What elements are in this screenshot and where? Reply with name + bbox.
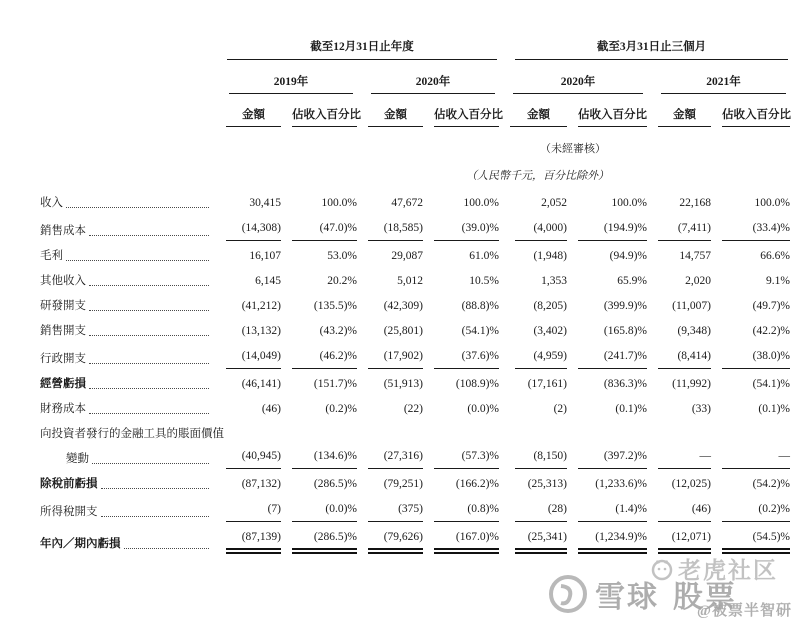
cell-value: (42,309) xyxy=(383,300,423,312)
cell-value: 22,168 xyxy=(679,197,711,209)
cell-value: 1,353 xyxy=(541,275,567,287)
col-pct-4: 佔收入百分比 xyxy=(711,94,790,127)
col-pct-3: 佔收入百分比 xyxy=(567,94,647,127)
cell-value: (397.2)% xyxy=(567,441,647,469)
cell-value: 14,757 xyxy=(679,250,711,262)
unaudited-note-row xyxy=(40,127,790,156)
cell-value: (11,992) xyxy=(672,378,711,390)
cell-value: (87,139) xyxy=(215,522,281,554)
row-label: 行政開支 xyxy=(40,341,215,369)
currency-note: （人民幣千元，百分比除外） xyxy=(466,170,609,182)
cell-value: (11,007) xyxy=(672,300,711,312)
cell-value: 66.6% xyxy=(760,250,790,262)
cell-value: (39.0)% xyxy=(423,213,499,241)
cell-value: (25,313) xyxy=(527,478,567,490)
cell-value: (14,049) xyxy=(215,341,281,369)
watermark-xueqiu-text: 雪球 xyxy=(595,581,659,614)
col-amount-3: 金額 xyxy=(499,94,567,127)
table-row xyxy=(40,369,790,394)
cell-value: (1,948) xyxy=(533,250,567,262)
cell-value: (2) xyxy=(553,403,567,415)
table-row xyxy=(40,469,790,494)
cell-value: 6,145 xyxy=(255,275,281,287)
row-label: 銷售成本 xyxy=(40,213,215,241)
cell-value: (286.5)% xyxy=(313,478,357,490)
cell-value: (57.3)% xyxy=(423,441,499,469)
cell-value: (42.2)% xyxy=(752,325,790,337)
cell-value: (0.1)% xyxy=(758,403,790,415)
cell-value: 100.0% xyxy=(321,197,357,209)
cell-value: (54.5)% xyxy=(711,522,790,554)
table-row xyxy=(40,341,790,369)
header-spacer xyxy=(40,94,215,127)
cell-value xyxy=(357,419,423,441)
watermark-tiger xyxy=(650,552,778,585)
period-group-annual xyxy=(215,38,499,60)
cell-value: 2,052 xyxy=(541,197,567,209)
cell-value: 20.2% xyxy=(327,275,357,287)
cell-value: (51,913) xyxy=(383,378,423,390)
watermark-user-handle: @被票半智研 xyxy=(697,603,792,619)
cell-value: (46) xyxy=(261,403,281,415)
cell-value: (166.2)% xyxy=(455,478,499,490)
watermark-xueqiu xyxy=(548,572,737,616)
row-label: 所得稅開支 xyxy=(40,494,215,522)
col-pct-2: 佔收入百分比 xyxy=(423,94,499,127)
cell-value xyxy=(647,419,711,441)
cell-value xyxy=(423,419,499,441)
watermark-tiger-text: 老虎社区 xyxy=(678,558,778,583)
cell-value: (194.9)% xyxy=(567,213,647,241)
cell-value: (7,411) xyxy=(647,213,711,241)
table-row xyxy=(40,183,790,213)
cell-value: (79,251) xyxy=(383,478,423,490)
period-group-row xyxy=(40,38,790,60)
cell-value: 100.0% xyxy=(754,197,790,209)
header-spacer xyxy=(40,60,215,94)
cell-value xyxy=(215,419,281,441)
cell-value: (43.2)% xyxy=(319,325,357,337)
cell-value: 61.0% xyxy=(469,250,499,262)
cell-value: (8,205) xyxy=(533,300,567,312)
row-label: 經營虧損 xyxy=(40,369,215,394)
tiger-logo-icon xyxy=(650,557,674,581)
period-group-annual-label: 截至12月31日止年度 xyxy=(227,38,497,60)
xueqiu-logo-icon xyxy=(548,574,588,614)
cell-value: (135.5)% xyxy=(313,300,357,312)
cell-value xyxy=(499,419,567,441)
cell-value: (375) xyxy=(357,494,423,522)
table-row xyxy=(40,241,790,266)
cell-value: 53.0% xyxy=(327,250,357,262)
table-row xyxy=(40,266,790,291)
currency-note-row xyxy=(40,156,790,183)
cell-value: (108.9)% xyxy=(455,378,499,390)
cell-value: (7) xyxy=(215,494,281,522)
cell-value: (17,902) xyxy=(357,341,423,369)
cell-value: (94.9)% xyxy=(609,250,647,262)
header-spacer xyxy=(40,38,215,60)
cell-value: (33.4)% xyxy=(711,213,790,241)
cell-value: (8,150) xyxy=(499,441,567,469)
cell-value: 100.0% xyxy=(611,197,647,209)
cell-value: 16,107 xyxy=(249,250,281,262)
table-row xyxy=(40,441,790,469)
cell-value: (18,585) xyxy=(357,213,423,241)
row-label: 除稅前虧損 xyxy=(40,469,215,494)
cell-value: (25,341) xyxy=(499,522,567,554)
cell-value: (0.0)% xyxy=(467,403,499,415)
year-row xyxy=(40,60,790,94)
cell-value: 100.0% xyxy=(463,197,499,209)
cell-value: (14,308) xyxy=(215,213,281,241)
subheader-row xyxy=(40,94,790,127)
row-label: 其他收入 xyxy=(40,266,215,291)
table-row xyxy=(40,213,790,241)
unaudited-note: （未經審核） xyxy=(540,143,606,155)
cell-value: (4,959) xyxy=(499,341,567,369)
cell-value: (28) xyxy=(499,494,567,522)
cell-value xyxy=(281,419,357,441)
row-label: 向投資者發行的金融工具的賬面價值 xyxy=(40,428,224,440)
cell-value: (88.8)% xyxy=(461,300,499,312)
cell-value: 47,672 xyxy=(391,197,423,209)
table-body xyxy=(40,183,790,554)
table-row xyxy=(40,522,790,554)
cell-value: (27,316) xyxy=(357,441,423,469)
cell-value: (54.1)% xyxy=(461,325,499,337)
row-label: 年內／期內虧損 xyxy=(40,522,215,554)
period-group-quarter-label: 截至3月31日止三個月 xyxy=(515,38,788,60)
cell-value: (46) xyxy=(647,494,711,522)
cell-value xyxy=(567,419,647,441)
cell-value: 10.5% xyxy=(469,275,499,287)
cell-value: (25,801) xyxy=(383,325,423,337)
year-2020: 2020年 xyxy=(357,60,499,94)
cell-value: (399.9)% xyxy=(603,300,647,312)
col-amount-4: 金額 xyxy=(647,94,711,127)
year-2019: 2019年 xyxy=(215,60,357,94)
year-2020-q1: 2020年 xyxy=(499,60,647,94)
cell-value: (41,212) xyxy=(241,300,281,312)
col-amount-2: 金額 xyxy=(357,94,423,127)
cell-value: (46,141) xyxy=(241,378,281,390)
cell-value: 30,415 xyxy=(249,197,281,209)
row-label: 銷售開支 xyxy=(40,316,215,341)
cell-value: (17,161) xyxy=(527,378,567,390)
cell-value: (0.1)% xyxy=(615,403,647,415)
row-label: 研發開支 xyxy=(40,291,215,316)
cell-value: (22) xyxy=(403,403,423,415)
cell-value: 5,012 xyxy=(397,275,423,287)
cell-value: (1.4)% xyxy=(567,494,647,522)
cell-value: (12,071) xyxy=(647,522,711,554)
year-2021-q1: 2021年 xyxy=(647,60,790,94)
cell-value: (8,414) xyxy=(647,341,711,369)
cell-value: (54.1)% xyxy=(752,378,790,390)
row-label: 變動 xyxy=(40,441,215,469)
cell-value: (3,402) xyxy=(533,325,567,337)
cell-value: (151.7)% xyxy=(313,378,357,390)
cell-value: (46.2)% xyxy=(281,341,357,369)
cell-value: 9.1% xyxy=(766,275,790,287)
cell-value: (40,945) xyxy=(215,441,281,469)
table-row xyxy=(40,291,790,316)
cell-value: (4,000) xyxy=(499,213,567,241)
cell-value: (1,233.6)% xyxy=(595,478,647,490)
cell-value: (13,132) xyxy=(241,325,281,337)
row-label: 收入 xyxy=(40,183,215,213)
table-row xyxy=(40,494,790,522)
cell-value: (0.0)% xyxy=(281,494,357,522)
col-amount-1: 金額 xyxy=(215,94,281,127)
cell-value: (12,025) xyxy=(671,478,711,490)
cell-value: — xyxy=(647,441,711,469)
cell-value xyxy=(711,419,790,441)
cell-value: (165.8)% xyxy=(603,325,647,337)
cell-value: — xyxy=(711,441,790,469)
cell-value: (286.5)% xyxy=(281,522,357,554)
row-label: 財務成本 xyxy=(40,394,215,419)
cell-value: (47.0)% xyxy=(281,213,357,241)
cell-value: (37.6)% xyxy=(423,341,499,369)
cell-value: (134.6)% xyxy=(281,441,357,469)
cell-value: (33) xyxy=(691,403,711,415)
cell-value: (167.0)% xyxy=(423,522,499,554)
cell-value: (1,234.9)% xyxy=(567,522,647,554)
cell-value: (9,348) xyxy=(677,325,711,337)
period-group-quarter xyxy=(499,38,790,60)
financial-table xyxy=(40,38,790,554)
cell-value: (87,132) xyxy=(241,478,281,490)
table-row xyxy=(40,316,790,341)
col-pct-1: 佔收入百分比 xyxy=(281,94,357,127)
cell-value: (54.2)% xyxy=(752,478,790,490)
cell-value: 2,020 xyxy=(685,275,711,287)
cell-value: (0.8)% xyxy=(423,494,499,522)
cell-value: (49.7)% xyxy=(752,300,790,312)
table-row xyxy=(40,394,790,419)
table-row xyxy=(40,419,790,441)
cell-value: (241.7)% xyxy=(567,341,647,369)
cell-value: (836.3)% xyxy=(603,378,647,390)
cell-value: 65.9% xyxy=(617,275,647,287)
cell-value: (0.2)% xyxy=(325,403,357,415)
cell-value: 29,087 xyxy=(391,250,423,262)
cell-value: (38.0)% xyxy=(711,341,790,369)
cell-value: (0.2)% xyxy=(711,494,790,522)
row-label: 毛利 xyxy=(40,241,215,266)
watermark-stock-text: 股票 xyxy=(673,581,737,614)
cell-value: (79,626) xyxy=(357,522,423,554)
